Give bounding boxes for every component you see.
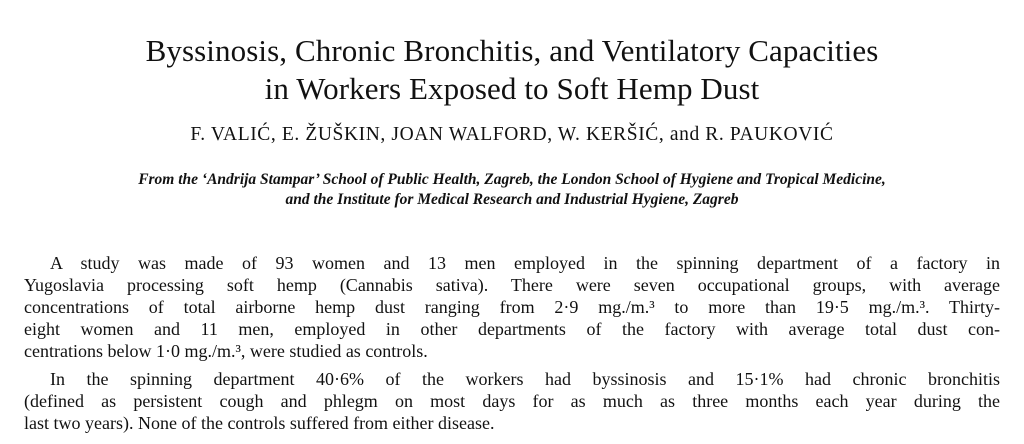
- abstract-p2-line-2: (defined as persistent cough and phlegm on most days for as much as three months each year during the: [24, 391, 1000, 411]
- affiliation-line-1: From the ‘Andrija Stampar’ School of Public Health, Zagreb, the London School of Hygiene and Tropical Medicine,: [138, 171, 886, 188]
- abstract-p2-line-3: last two years). None of the controls suffered from either disease.: [24, 413, 495, 433]
- abstract-p1-line-1: A study was made of 93 women and 13 men employed in the spinning department of a factory in: [50, 253, 1000, 273]
- author-list: F. VALIĆ, E. ŽUŠKIN, JOAN WALFORD, W. KERŠIĆ, and R. PAUKOVIĆ: [190, 124, 834, 145]
- abstract-p1-line-5: centrations below 1·0 mg./m.³, were studied as controls.: [24, 341, 428, 361]
- abstract-p1-line-3: concentrations of total airborne hemp dust ranging from 2·9 mg./m.³ to more than 19·5 mg./m.³. Thirty-: [24, 297, 1000, 317]
- abstract-p1-line-2: Yugoslavia processing soft hemp (Cannabis sativa). There were seven occupational groups, with average: [24, 275, 1000, 295]
- affiliation-line-2: and the Institute for Medical Research and Industrial Hygiene, Zagreb: [285, 191, 739, 208]
- abstract-p1-line-4: eight women and 11 men, employed in other departments of the factory with average total dust con-: [24, 319, 1000, 339]
- abstract-p2-line-1: In the spinning department 40·6% of the workers had byssinosis and 15·1% had chronic bronchitis: [50, 369, 1000, 389]
- paper-title-line-2: in Workers Exposed to Soft Hemp Dust: [264, 71, 760, 106]
- paper-title-line-1: Byssinosis, Chronic Bronchitis, and Ventilatory Capacities: [145, 33, 879, 68]
